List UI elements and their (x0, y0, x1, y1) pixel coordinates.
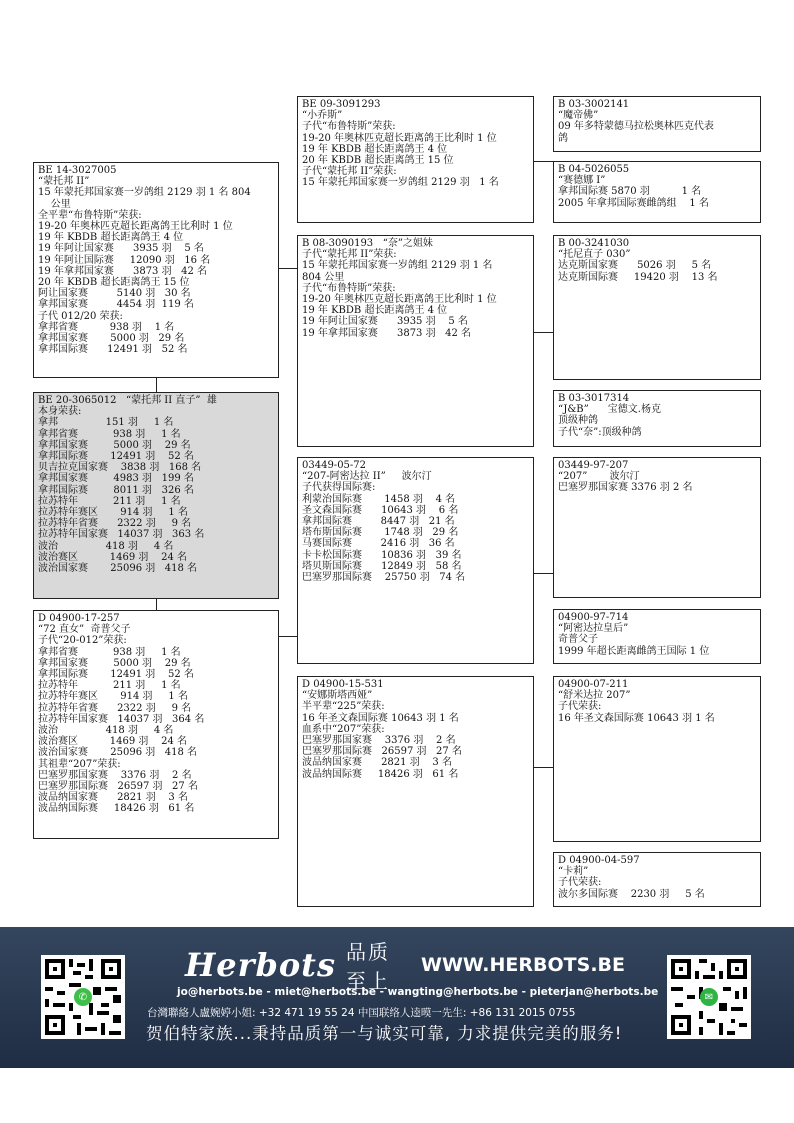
pedigree-line: 拉苏特年赛区 914 羽 1 名 (38, 691, 188, 703)
line-icon: ✆ (74, 988, 92, 1006)
pedigree-box-dam-sire (297, 457, 534, 664)
pedigree-line: B 04-5026055 (558, 164, 630, 175)
pedigree-line: “魔帝佛” (558, 110, 599, 122)
pedigree-line: 波品纳国家赛 2821 羽 3 名 (302, 757, 452, 769)
pedigree-line: 塔布斯国际赛 1748 羽 29 名 (302, 527, 459, 539)
qr-code-right[interactable] (667, 955, 751, 1039)
pedigree-line: 拿邦国家赛 4454 羽 119 名 (38, 299, 194, 311)
pedigree-box-ds-sire (553, 457, 761, 598)
pedigree-box-sire-sire (33, 162, 279, 378)
pedigree-line: 04900-97-714 (558, 612, 629, 623)
pedigree-line: 拿邦国家赛 5000 羽 29 名 (38, 439, 191, 451)
pedigree-line: B 08-3090193 “奈”之姐妹 (302, 238, 433, 249)
pedigree-line: 19 年阿让国际赛 12090 羽 16 名 (38, 254, 211, 266)
pedigree-box-dam (33, 610, 279, 839)
pedigree-line: “舒米达拉 207” (558, 690, 631, 702)
pedigree-line: “207” 波尔汀 (558, 471, 640, 483)
pedigree-line: 拉苏特年省赛 2322 羽 9 名 (38, 702, 192, 714)
pedigree-box-subject (33, 392, 279, 599)
pedigree-line: 本身荣获: (38, 406, 82, 418)
pedigree-line: 巴塞罗那国际赛 26597 羽 27 名 (38, 781, 198, 793)
pedigree-box-sire-sire-dam (297, 235, 534, 447)
pedigree-line: 15 年蒙托邦国家赛一岁鸽组 2129 羽 1 名 804 (38, 187, 251, 199)
pedigree-line: 15 年蒙托邦国家赛一岁鸽组 2129 羽 1 名 (302, 177, 499, 189)
pedigree-line: BE 20-3065012 “蒙托邦 II 直子” 雄 (38, 395, 217, 406)
pedigree-box-sire-sire-sire (297, 96, 534, 223)
pedigree-line: 子代“布鲁特斯”荣获: (302, 282, 396, 294)
pedigree-line: 子代“布鲁特斯”荣获: (302, 121, 396, 133)
pedigree-line: 波治赛区 1469 羽 24 名 (38, 736, 188, 748)
pedigree-line: 拿邦国家赛 5000 羽 29 名 (38, 657, 191, 669)
pedigree-line: 拉苏特年国家赛 14037 羽 363 名 (38, 529, 205, 541)
pedigree-line: 巴塞罗那国家赛 3376 羽 2 名 (558, 482, 693, 494)
pedigree-line: 804 公里 (302, 271, 345, 283)
pedigree-line: 19 年拿邦国家赛 3873 羽 42 名 (302, 327, 472, 339)
pedigree-line: 巴塞罗那国际赛 26597 羽 27 名 (302, 746, 462, 758)
pedigree-line: 拿邦国家赛 4983 羽 199 名 (38, 473, 194, 485)
footer-phones: 台灣聯絡人盧婉婷小姐: +32 471 19 55 24 中国联络人逵暯一先生: +86 131 2015 0755 (147, 1007, 576, 1019)
pedigree-line: D 04900-04-597 (558, 855, 640, 866)
pedigree-line: 拿邦省赛 938 羽 1 名 (38, 428, 181, 440)
pedigree-line: “赛德娜 I” (558, 175, 606, 187)
pedigree-line: 16 年圣文森国际赛 10643 羽 1 名 (558, 712, 715, 724)
connector-line (278, 636, 297, 637)
pedigree-line: 19-20 年奥林匹克超长距离鸽王比利时 1 位 (38, 221, 233, 233)
pedigree-line: 半平辈“225”荣获: (302, 701, 385, 713)
pedigree-line: “72 直女” 奇普父子 (38, 624, 131, 636)
pedigree-line: 波尔多国际赛 2230 羽 5 名 (558, 888, 705, 900)
pedigree-line: D 04900-17-257 (38, 613, 120, 624)
pedigree-line: 阿让国家赛 5140 羽 30 名 (38, 288, 191, 300)
pedigree-line: 马赛国际赛 2416 羽 36 名 (302, 538, 455, 550)
pedigree-line: 拉苏特年赛区 914 羽 1 名 (38, 507, 188, 519)
pedigree-line: 19 年 KBDB 超长距离鸽王 4 位 (302, 305, 448, 317)
pedigree-line: 子代“奈”:顶级种鸽 (558, 426, 642, 438)
pedigree-line: 拿邦国际赛 12491 羽 52 名 (38, 451, 194, 463)
pedigree-line: 波治 418 羽 4 名 (38, 540, 174, 552)
qr-code-left[interactable] (41, 955, 125, 1039)
pedigree-line: “托尼直子 030” (558, 249, 631, 261)
pedigree-line: 15 年蒙托邦国家赛一岁鸽组 2129 羽 1 名 (302, 260, 493, 272)
pedigree-line: 拉苏特年 211 羽 1 名 (38, 680, 181, 692)
pedigree-line: 04900-07-211 (558, 679, 629, 690)
pedigree-line: 20 年 KBDB 超长距离鸽王 15 位 (38, 277, 190, 289)
pedigree-line: 波品纳国际赛 18426 羽 61 名 (302, 768, 459, 780)
pedigree-line: BE 09-3091293 (302, 99, 381, 110)
pedigree-line: D 04900-15-531 (302, 679, 384, 690)
pedigree-box-dd-dam (553, 852, 761, 907)
pedigree-line: 波治赛区 1469 羽 24 名 (38, 551, 188, 563)
pedigree-box-ssd-dam (553, 390, 761, 447)
herbots-logo: Herbots (185, 946, 336, 984)
pedigree-line: 19-20 年奥林匹克超长距离鸽王比利时 1 位 (302, 132, 497, 144)
pedigree-line: “阿密达拉皇后” (558, 623, 629, 635)
pedigree-line: 子代“20-012”荣获: (38, 635, 127, 647)
pedigree-box-sss-dam (553, 161, 761, 223)
pedigree-line: 拿邦 151 羽 1 名 (38, 417, 174, 429)
pedigree-box-ds-dam (553, 609, 761, 664)
connector-line (533, 573, 553, 574)
pedigree-line: 子代荣获: (558, 877, 602, 889)
pedigree-line: 全平辈“布鲁特斯”荣获: (38, 209, 142, 221)
connector-line (156, 377, 157, 393)
pedigree-line: 拿邦国家赛 5000 羽 29 名 (38, 333, 185, 345)
pedigree-line: BE 14-3027005 (38, 165, 117, 176)
pedigree-line: “安娜斯塔西娅” (302, 690, 373, 702)
pedigree-line: 达克斯国家赛 5026 羽 5 名 (558, 260, 712, 272)
pedigree-line: 巴塞罗那国家赛 3376 羽 2 名 (38, 769, 192, 781)
pedigree-line: 波治 418 羽 4 名 (38, 725, 174, 737)
pedigree-line: 拿邦国际赛 12491 羽 52 名 (38, 669, 194, 681)
pedigree-line: 拿邦国际赛 8447 羽 21 名 (302, 516, 455, 528)
pedigree-line: 03449-05-72 (302, 460, 367, 471)
pedigree-line: B 00-3241030 (558, 238, 630, 249)
connector-line (533, 332, 553, 333)
pedigree-line: 巴塞罗那国际赛 25750 羽 74 名 (302, 572, 466, 584)
website-link[interactable]: WWW.HERBOTS.BE (420, 954, 625, 976)
pedigree-box-dd-sire (553, 676, 761, 842)
pedigree-line: 子代“蒙托邦 II”荣获: (302, 249, 397, 261)
pedigree-line: 塔贝斯国际赛 12849 羽 58 名 (302, 560, 462, 572)
pedigree-line: 19-20 年奥林匹克超长距离鸽王比利时 1 位 (302, 294, 497, 306)
pedigree-line: 03449-97-207 (558, 460, 629, 471)
pedigree-box-ssd-sire (553, 235, 761, 380)
pedigree-line: “207-阿密达拉 II” 波尔汀 (302, 471, 432, 483)
pedigree-line: 子代“蒙托邦 II”荣获: (302, 166, 397, 178)
pedigree-line: 拉苏特年国家赛 14037 羽 364 名 (38, 713, 205, 725)
pedigree-line: 拿邦省赛 938 羽 1 名 (38, 646, 181, 658)
connector-line (533, 161, 553, 162)
pedigree-line: 20 年 KBDB 超长距离鸽王 15 位 (302, 155, 454, 167)
pedigree-line: 拉苏特年省赛 2322 羽 9 名 (38, 518, 192, 530)
pedigree-line: 巴塞罗那国家赛 3376 羽 2 名 (302, 735, 456, 747)
pedigree-line: 圣文森国际赛 10643 羽 6 名 (302, 504, 459, 516)
footer-emails[interactable]: jo@herbots.be - miet@herbots.be - wangting@herbots.be - pieterjan@herbots.be (177, 986, 659, 998)
pedigree-line: 波治国家赛 25096 羽 418 名 (38, 747, 198, 759)
pedigree-line: 19 年 KBDB 超长距离鸽王 4 位 (302, 143, 448, 155)
pedigree-line: 19 年拿邦国家赛 3873 羽 42 名 (38, 265, 208, 277)
pedigree-line: 拿邦国际赛 5870 羽 1 名 (558, 186, 702, 198)
pedigree-line: 子代荣获: (558, 701, 602, 713)
pedigree-line: 顶级种鸽 (558, 415, 598, 427)
pedigree-line: 19 年阿让国家赛 3935 羽 5 名 (38, 243, 204, 255)
pedigree-line: 拿邦国际赛 12491 羽 52 名 (38, 344, 188, 356)
pedigree-line: “卡莉” (558, 866, 589, 878)
pedigree-line: 波品纳国家赛 2821 羽 3 名 (38, 792, 188, 804)
pedigree-line: 血系中“207”荣获: (302, 723, 385, 735)
pedigree-line: 16 年圣文森国际赛 10643 羽 1 名 (302, 712, 459, 724)
pedigree-line: 其祖辈“207”荣获: (38, 758, 121, 770)
footer-slogan: 品质至上 (345, 940, 390, 993)
pedigree-line: “小乔斯” (302, 110, 343, 122)
pedigree-line: 波治国家赛 25096 羽 418 名 (38, 563, 198, 575)
pedigree-line: 2005 年拿邦国际赛雌鸽组 1 名 (558, 197, 709, 209)
pedigree-line: 19 年 KBDB 超长距离鸽王 4 位 (38, 232, 184, 244)
wechat-icon: ✉ (700, 988, 718, 1006)
pedigree-line: B 03-3017314 (558, 393, 630, 404)
pedigree-line: 公里 (38, 198, 71, 210)
connector-line (278, 268, 297, 269)
pedigree-line: 贝吉拉克国家赛 3838 羽 168 名 (38, 462, 202, 474)
pedigree-line: 利蒙治国际赛 1458 羽 4 名 (302, 493, 456, 505)
pedigree-line: B 03-3002141 (558, 99, 630, 110)
pedigree-line: “蒙托邦 II” (38, 176, 90, 188)
pedigree-line: 鸽 (558, 132, 568, 144)
pedigree-line: 拉苏特年 211 羽 1 名 (38, 495, 181, 507)
pedigree-line: 1999 年超长距离雌鸽王国际 1 位 (558, 645, 710, 657)
pedigree-line: 拿邦国际赛 8011 羽 326 名 (38, 484, 194, 496)
pedigree-box-dam-dam (297, 676, 534, 907)
pedigree-box-sss-sire (553, 96, 761, 152)
pedigree-line: 09 年多特蒙德马拉松奥林匹克代表 (558, 121, 714, 133)
pedigree-line: “J&B” 宝德文.杨克 (558, 404, 661, 416)
pedigree-line: 拿邦省赛 938 羽 1 名 (38, 321, 175, 333)
pedigree-line: 奇普父子 (558, 634, 598, 646)
connector-line (533, 767, 553, 768)
pedigree-line: 19 年阿让国家赛 3935 羽 5 名 (302, 316, 468, 328)
pedigree-line: 子代 012/20 荣获: (38, 310, 123, 322)
footer-motto: 贺伯特家族...秉持品质第一与诚实可靠, 力求提供完美的服务! (146, 1024, 623, 1043)
pedigree-line: 卡卡松国际赛 10836 羽 39 名 (302, 549, 462, 561)
pedigree-line: 波品纳国际赛 18426 羽 61 名 (38, 803, 195, 815)
pedigree-line: 达克斯国际赛 19420 羽 13 名 (558, 271, 718, 283)
pedigree-line: 子代获得国际赛: (302, 482, 376, 494)
